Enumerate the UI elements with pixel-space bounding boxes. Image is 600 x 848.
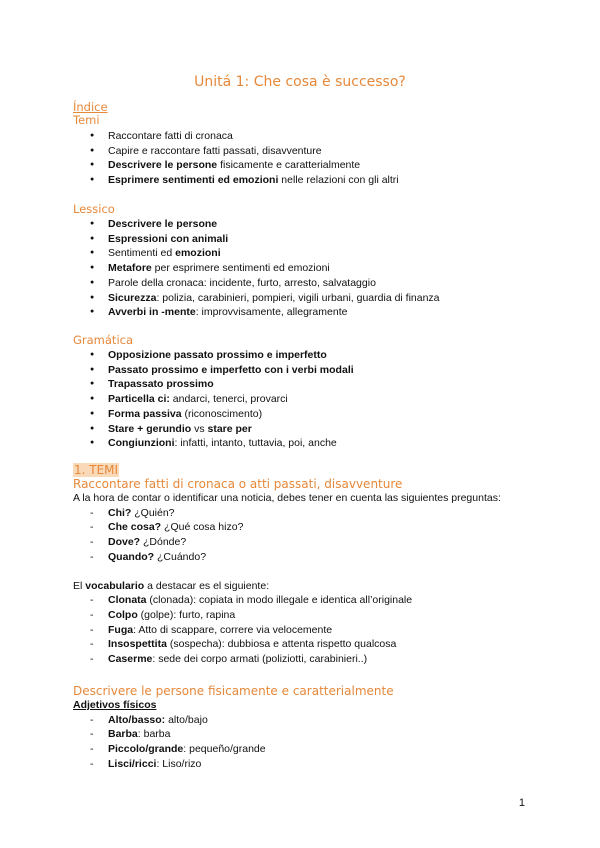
list-item: ● Forma passiva (riconoscimento) [73, 407, 543, 422]
list-item: ● Congiunzioni: infatti, intanto, tuttavia, poi, anche [73, 436, 543, 451]
list-item: ● Sicurezza: polizia, carabinieri, pompieri, vigili urbani, guardia di finanza [73, 291, 543, 306]
list-item: - Quando? ¿Cuándo? [73, 550, 543, 565]
section-heading [73, 463, 543, 477]
vocab-list [73, 593, 543, 667]
index-section [73, 100, 543, 188]
list-item: ● Parole della cronaca: incidente, furto, arresto, salvataggio [73, 276, 543, 291]
list-item: ● Esprimere sentimenti ed emozioni nelle relazioni con gli altri [73, 173, 543, 188]
descrivere-section [73, 684, 543, 772]
page-title: Unitá 1: Che cosa è successo? [194, 74, 406, 90]
questions-list [73, 506, 543, 565]
lessico-list [73, 217, 543, 320]
list-item: - Alto/basso: alto/bajo [73, 713, 543, 728]
list-item: - Caserme: sede dei corpo armati (poliziotti, carabinieri..) [73, 652, 543, 667]
descrivere-subheading: Adjetivos físicos [73, 699, 157, 711]
list-item: ● Sentimenti ed emozioni [73, 246, 543, 261]
section-intro: A la hora de contar o identificar una noticia, debes tener en cuenta las siguientes preguntas: [73, 492, 501, 504]
list-item: - Barba: barba [73, 727, 543, 742]
list-item: - Lisci/ricci: Liso/rizo [73, 757, 543, 772]
list-item: - Fuga: Atto di scappare, correre via velocemente [73, 623, 543, 638]
grammatica-heading: Gramática [73, 333, 134, 347]
list-item: ● Avverbi in -mente: improvvisamente, allegramente [73, 305, 543, 320]
list-item: ● Particella ci: andarci, tenerci, provarci [73, 392, 543, 407]
list-item: ● Trapassato prossimo [73, 377, 543, 392]
section-temi [73, 463, 543, 667]
list-item: - Che cosa? ¿Qué cosa hizo? [73, 520, 543, 535]
list-item: ● Capire e raccontare fatti passati, disavventure [73, 144, 543, 159]
lessico-heading: Lessico [73, 202, 115, 216]
list-item: ● Passato prossimo e imperfetto con i verbi modali [73, 363, 543, 378]
list-item: - Chi? ¿Quién? [73, 506, 543, 521]
descrivere-heading: Descrivere le persone fisicamente e caratterialmente [73, 684, 394, 698]
vocab-intro: El vocabulario a destacar es el siguiente: [73, 579, 270, 592]
list-item: - Colpo (golpe): furto, rapina [73, 608, 543, 623]
grammatica-list [73, 348, 543, 451]
page-number: 1 [518, 797, 525, 809]
index-heading: Índice [73, 100, 108, 114]
list-item: ● Espressioni con animali [73, 232, 543, 247]
adjectives-list [73, 713, 543, 772]
lessico-section [73, 202, 543, 320]
list-item: - Clonata (clonada): copiata in modo illegale e identica all’originale [73, 593, 543, 608]
list-item: - Dove? ¿Dónde? [73, 535, 543, 550]
temi-heading: Temi [73, 113, 100, 127]
list-item: ● Metafore per esprimere sentimenti ed emozioni [73, 261, 543, 276]
temi-list [73, 129, 543, 188]
list-item: - Insospettita (sospecha): dubbiosa e attenta rispetto qualcosa [73, 637, 543, 652]
list-item: - Piccolo/grande: pequeño/grande [73, 742, 543, 757]
list-item: ● Raccontare fatti di cronaca [73, 129, 543, 144]
list-item: ● Opposizione passato prossimo e imperfetto [73, 348, 543, 363]
section-heading-text: 1. TEMI [74, 463, 119, 477]
section-subheading: Raccontare fatti di cronaca o atti passati, disavventure [73, 477, 403, 491]
grammatica-section [73, 333, 543, 451]
list-item: ● Stare + gerundio vs stare per [73, 422, 543, 437]
list-item: ● Descrivere le persone fisicamente e caratterialmente [73, 158, 543, 173]
list-item: ● Descrivere le persone [73, 217, 543, 232]
